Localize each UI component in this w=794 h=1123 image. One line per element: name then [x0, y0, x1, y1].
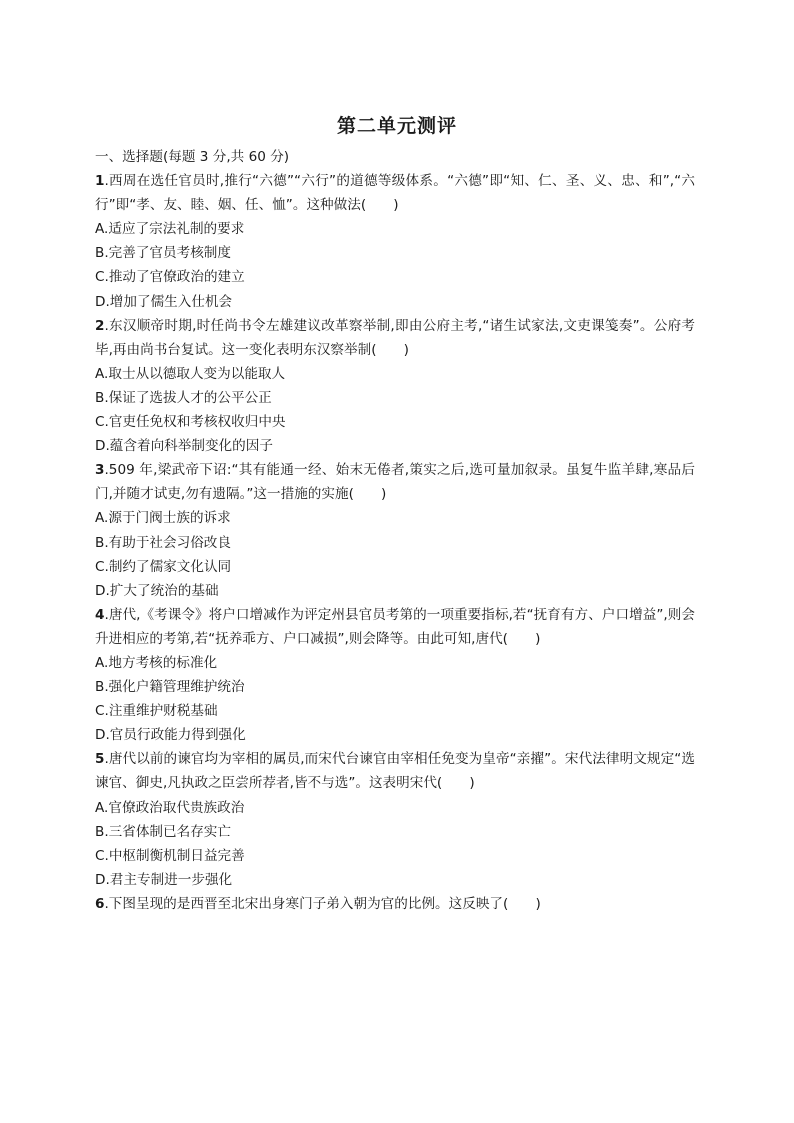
- question-number: 5: [95, 751, 105, 768]
- page-title: 第二单元测评: [336, 115, 457, 137]
- question-stem: [95, 603, 695, 651]
- question-text: .东汉顺帝时期,时任尚书令左雄建议改革察举制,即由公府主考,“诸生试家法,文吏课笺奏”。公府考毕,再由尚书台复试。这一变化表明东汉察举制( ): [95, 317, 695, 358]
- option-d: D.增加了儒生入仕机会: [95, 293, 233, 310]
- option-a: A.适应了宗法礼制的要求: [95, 221, 245, 238]
- option-a: A.源于门阀士族的诉求: [95, 510, 231, 527]
- question-5: [95, 747, 695, 892]
- section-header: 一、选择题(每题 3 分,共 60 分): [95, 149, 290, 165]
- option-b: B.有助于社会习俗改良: [95, 534, 231, 551]
- question-number: 2: [95, 317, 105, 334]
- option-c: C.中枢制衡机制日益完善: [95, 847, 245, 864]
- question-stem: [95, 314, 695, 362]
- option-b: B.强化户籍管理维护统治: [95, 679, 245, 696]
- option-a: A.地方考核的标准化: [95, 654, 218, 671]
- option-a: A.取士从以德取人变为以能取人: [95, 365, 286, 382]
- option-c: C.注重维护财税基础: [95, 703, 218, 720]
- question-text: .西周在选任官员时,推行“六德”“六行”的道德等级体系。“六德”即“知、仁、圣、义、忠、和”,“六行”即“孝、友、睦、姻、任、恤”。这种做法( ): [95, 173, 695, 214]
- question-text: .唐代,《考课令》将户口增减作为评定州县官员考第的一项重要指标,若“抚育有方、户口增益”,则会升进相应的考第,若“抚养乖方、户口减损”,则会降等。由此可知,唐代( ): [95, 606, 695, 647]
- question-number: 1: [95, 173, 105, 190]
- question-stem: [95, 747, 695, 795]
- question-2: [95, 314, 695, 459]
- option-d: D.君主专制进一步强化: [95, 871, 233, 888]
- question-number: 6: [95, 895, 105, 912]
- question-text: .唐代以前的谏官均为宰相的属员,而宋代台谏官由宰相任免变为皇帝“亲擢”。宋代法律明文规定“选谏官、御史,凡执政之臣尝所荐者,皆不与选”。这表明宋代( ): [95, 751, 695, 792]
- option-c: C.官吏任免权和考核权收归中央: [95, 414, 286, 431]
- question-text: .509 年,梁武帝下诏:“其有能通一经、始末无倦者,策实之后,选可量加叙录。虽复牛监羊肆,寒品后门,并随才试吏,勿有遗隔。”这一措施的实施( ): [95, 462, 695, 503]
- question-3: [95, 458, 695, 603]
- option-b: B.保证了选拔人才的公平公正: [95, 389, 272, 406]
- option-a: A.官僚政治取代贵族政治: [95, 799, 245, 816]
- option-c: C.制约了儒家文化认同: [95, 558, 232, 575]
- question-4: [95, 603, 695, 748]
- question-number: 3: [95, 462, 105, 479]
- option-d: D.官员行政能力得到强化: [95, 727, 246, 744]
- question-stem: [95, 169, 695, 217]
- option-d: D.蕴含着向科举制变化的因子: [95, 438, 273, 455]
- question-1: [95, 169, 695, 314]
- question-text: .下图呈现的是西晋至北宋出身寒门子弟入朝为官的比例。这反映了( ): [104, 895, 541, 912]
- question-stem: [95, 892, 695, 916]
- question-number: 4: [95, 606, 105, 623]
- option-c: C.推动了官僚政治的建立: [95, 269, 245, 286]
- question-6: [95, 892, 695, 916]
- question-list: [95, 145, 695, 916]
- option-b: B.三省体制已名存实亡: [95, 823, 231, 840]
- option-d: D.扩大了统治的基础: [95, 582, 219, 599]
- option-b: B.完善了官员考核制度: [95, 245, 231, 262]
- question-stem: [95, 458, 695, 506]
